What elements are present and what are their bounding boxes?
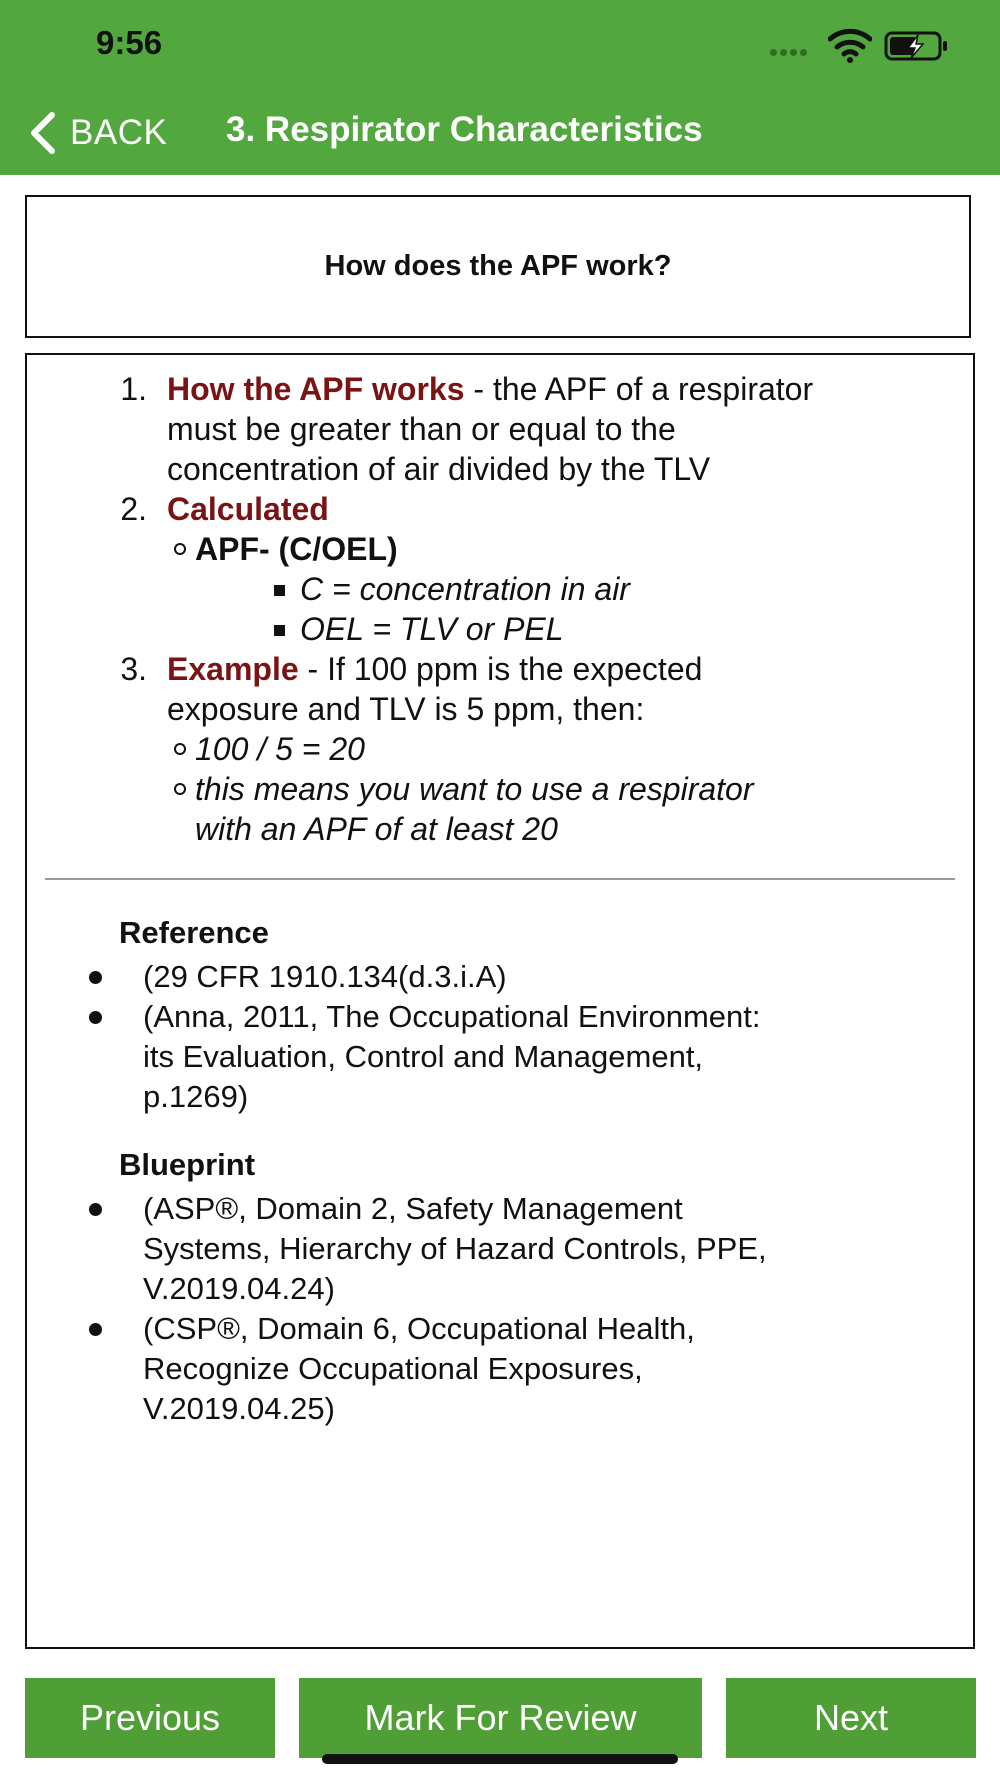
circle-bullet-icon (174, 783, 186, 795)
blueprint-text: (ASP®, Domain 2, Safety Management (143, 1191, 683, 1226)
blueprint-list (85, 1189, 965, 1429)
chevron-left-icon (28, 111, 58, 155)
blueprint-text: (CSP®, Domain 6, Occupational Health, (143, 1311, 695, 1346)
mark-for-review-button[interactable]: Mark For Review (299, 1678, 702, 1758)
item-heading: Example (167, 651, 299, 687)
divider (45, 878, 955, 880)
sub-sub-item (87, 569, 967, 609)
blueprint-heading: Blueprint (119, 1147, 256, 1182)
battery-charging-icon (884, 31, 950, 61)
circle-bullet-icon (174, 743, 186, 755)
item-number: 2. (120, 491, 147, 527)
item-heading: How the APF works (167, 371, 465, 407)
app-header (0, 0, 1000, 175)
reference-text: (29 CFR 1910.134(d.3.i.A) (143, 959, 507, 994)
item-text: concentration of air divided by the TLV (167, 451, 711, 487)
next-button[interactable]: Next (726, 1678, 976, 1758)
list-item-1 (87, 369, 967, 489)
meaning-text: with an APF of at least 20 (195, 811, 558, 847)
item-number: 3. (120, 651, 147, 687)
calc-text: 100 / 5 = 20 (195, 731, 365, 767)
sub-item-meaning (87, 769, 967, 849)
blueprint-item (85, 1189, 965, 1309)
question-text: How does the APF work? (324, 250, 672, 282)
list-item-2 (87, 489, 967, 529)
question-box (25, 195, 971, 338)
reference-list (85, 957, 965, 1117)
bullet-icon (89, 971, 102, 984)
sub-item-formula (87, 529, 967, 569)
reference-item (85, 997, 965, 1117)
previous-button[interactable]: Previous (25, 1678, 275, 1758)
status-time: 9:56 (96, 24, 163, 61)
item-text: - the APF of a respirator (464, 371, 814, 407)
blueprint-item (85, 1309, 965, 1429)
item-heading: Calculated (167, 491, 329, 527)
item-text: - If 100 ppm is the expected (298, 651, 703, 687)
circle-bullet-icon (174, 543, 186, 555)
definition-text: OEL = TLV or PEL (300, 611, 564, 647)
blueprint-text: V.2019.04.24) (143, 1271, 335, 1306)
reference-text: p.1269) (143, 1079, 249, 1114)
main-list (87, 369, 967, 849)
list-item-3 (87, 649, 967, 729)
reference-heading: Reference (119, 915, 269, 950)
home-indicator[interactable] (322, 1754, 678, 1764)
page-title: 3. Respirator Characteristics (226, 110, 703, 149)
blueprint-text: V.2019.04.25) (143, 1391, 335, 1426)
square-bullet-icon (274, 625, 285, 636)
blueprint-text: Systems, Hierarchy of Hazard Controls, PPE, (143, 1231, 767, 1266)
bullet-icon (89, 1011, 102, 1024)
cellular-signal-icon (770, 49, 807, 56)
meaning-text: this means you want to use a respirator (195, 771, 754, 807)
back-button[interactable] (28, 108, 167, 158)
formula-text: APF- (C/OEL) (195, 531, 398, 567)
sub-item-calc (87, 729, 967, 769)
definition-text: C = concentration in air (300, 571, 630, 607)
back-label: BACK (70, 113, 168, 152)
sub-sub-item (87, 609, 967, 649)
reference-text: its Evaluation, Control and Management, (143, 1039, 704, 1074)
content-box (25, 353, 975, 1649)
bullet-icon (89, 1203, 102, 1216)
square-bullet-icon (274, 585, 285, 596)
blueprint-text: Recognize Occupational Exposures, (143, 1351, 643, 1386)
wifi-icon (828, 27, 872, 63)
item-text: exposure and TLV is 5 ppm, then: (167, 691, 645, 727)
bullet-icon (89, 1323, 102, 1336)
reference-item (85, 957, 965, 997)
item-text: must be greater than or equal to the (167, 411, 676, 447)
reference-text: (Anna, 2011, The Occupational Environment: (143, 999, 761, 1034)
item-number: 1. (120, 371, 147, 407)
